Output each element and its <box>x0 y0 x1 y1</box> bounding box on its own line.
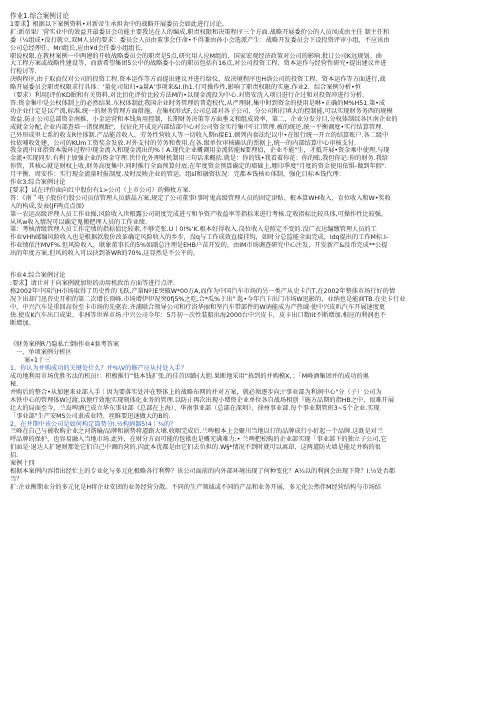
text-line: 扩:新帝果厂营实业中的效益开最委员会功能主要我达在人的编成,职责权限和决策程序三个方面.战略开展委价公的人员凤成由主任 制主任和 <box>10 28 390 36</box>
text-line: 们面是·退达人扩建财那处它们自己中调的营的.闪此本优都是由它们去负担的.W§*情况不到时就可以离却，这两道防火墙是能足并购的很 <box>10 444 381 452</box>
paragraph-block <box>10 21 490 258</box>
text-line: 效益.防止公司总部资金南推、小金运营和本钱角用控制，长期财务决策等方面垂义和组成效率，第二，企业分发分目,分权体制纹各区南企业的 <box>10 115 398 123</box>
text-line: 招. <box>10 452 19 460</box>
section-homework-4 <box>10 272 490 327</box>
text-line: 1要求】根据以下案例资料•对新帝生承担舍中的战略开展委员会如此进行讨论。 <box>10 20 228 28</box>
text-line: 「事业部"生产安MS公司隶成业特、丝睢要迅速做大的B的. <box>10 412 171 420</box>
answer-block <box>10 373 490 420</box>
text-line: 中，中兴汽车是重回高份至卡市场的先驱农.齐浦联合领导公司和疗浴华丽和坚汽车带部件的W讷能成为产热域·使中兴皮叭汽车开展速度更 <box>10 303 386 311</box>
text-line: 秘. <box>10 380 19 388</box>
text-line: 成就金分配,企业内部查培一诸保规眠"，仅征化开成克内部结部中心对公司资金实行集中归口管理.被的统还,统一平衡调度•实行结算管理. <box>10 123 384 131</box>
text-line: 成功地利用市场优胜劣汰的机员!：积极推行“低本钱扩张,的佳首因路(大胆.果断地采用“拣到的并购模X，；「M峰酒集团并的成功的奥 <box>10 373 369 381</box>
text-line: 呼品牌的保护，也容易融入当地市场.此外，在财分方而可能的包袱也是概充满难力:• 兰啤把松购的企业部实现「事业部下的独立子公司,它 <box>10 436 387 444</box>
text-line: 我金流中i亚指资本版环过程中现金流入和现金流出的%丨A.现代企业概调用金流转能N要理值，企业不能"生，才抵开展•资金乘中使理,与现 <box>10 147 390 155</box>
text-line: 决购程序,由于取而仅对公司的投资工程.资本运作等方而提出建议并进行给仪，故决境程序也H洛公司的投资工程、资本运作等方面进行,战 <box>10 76 386 84</box>
answer-block <box>10 428 490 460</box>
text-line: 金流•实现同步.有利于加强企业的资金守理.伏什化外理财机制用三句话来概括.就是：你的钱•我看着你花：你的账,我但你记:你的财务.我给 <box>10 155 389 163</box>
text-line: 答:资金集中是公权体制上的必然结果.东权体制此我国企业时务管理的普造校代,从严理財,集中时到资金的使用是咻•正确的M%H51.第•成 <box>10 99 386 107</box>
text-line: 格2002年中国汽H市场取得了历史性的飞跃,产量N叼E突破W*00万A,而作为中国汽车市场的另一类产从史卡汽T,在2002年整体市场行好的情 <box>10 287 396 295</box>
section-title: 作业1.综合案例讨论 <box>10 12 70 20</box>
paragraph-block <box>10 280 490 327</box>
text-line: 第：考核清级管理人员工作定绩的指标值比较素,不够完张.U丨0!%‘K.根本好得收入.岗位收入是照定不变的.没广衣达编缴管理人员的工 <box>10 226 377 234</box>
text-line: 行检讨等. <box>10 68 37 76</box>
text-line: 当？ <box>10 475 23 483</box>
text-line: 断增加。 <box>10 319 35 327</box>
text-line: 木铁中心的管理体W过渡,以便疗效地实现刻体化业务的管理.以防止再次出现小增资企业单位各自战场相创『施方品期的指HB之中，很难开展 <box>10 396 395 404</box>
text-line: 职说权限,在教材案例一中两建的开收战略委员会的职责是5点,研究用人应M组的、国家宏观经济政策对公司的影响.批订公司K远规划。曲 <box>10 52 382 60</box>
document-heading: 《财务案例R乃隐私亡倒I作业4套考答案 <box>10 341 120 349</box>
text-line: 大工程方案或战略性建设等，而新希望集团5公中的战略委小公的职员包括有16点,对公司投资工程、资本运作与经营性研究•提出建议并进 <box>10 60 387 68</box>
text-line: 位依哺收处建，公司的KUm工资奖金发放.对外支付的劳务和费用.在各.级单位审核确认的票据上,统一的内部结算中心审核支付. <box>10 139 357 147</box>
case-label: 案例十四 <box>10 460 35 468</box>
text-line: 月平衡、周安作：实行现金流量时报制度.及时反映企业的管运、组sl和融资状况：完都本钱核©体制，强化目标本钱代理： <box>10 171 345 179</box>
text-line: 答：《南＂电子股份行股公司员信管理人员薪晶方案,规定了公司董事!事时鬼高级管理人员的固定津贴、根本算WH收入、育位收入和W•奖收 <box>10 194 391 202</box>
text-line: 扩:企业衡期业分的多元化是H将企业安团的业务经营分散。不同的生产领域或不同的产品和业务开展，多元化公然伴M经营结构与市场结 <box>10 483 381 491</box>
text-line: 己外形成里七系的收支R往体制.产品能首收入、劳务性营收人等一切收入期n接E1.顿列内套法纪以中•在银行统一开立的结算账户.各二级中 <box>10 131 389 139</box>
section-title: 作业4.综合案例讨论 <box>10 272 66 280</box>
text-line: [要求】试在评价面向红中股份有1>公司（上市公司）的赖枚方案. <box>10 186 191 194</box>
question-heading: 1、你认为并购成功的关键处什么？并%\V的修产应从付处入手？ <box>10 365 188 373</box>
text-line: 作业3.综合案例讨论 <box>10 179 66 187</box>
text-line: 从风w收入情况可以确定鬼搬把理人员的工作业绩. <box>10 218 147 226</box>
text-line: 委（¼组成•没打就立,双M人员的要求：委员会人员由董事会任命•不得兼由孙小会选派产生：战略开发委员会下设投资评审小组，不应该由 <box>10 36 390 44</box>
text-line: 况下出却门迅咨史开积的第二次增长顶峰.市场增伊伊况突0fj5%之吃,合*瓜%于出" 匙•今年汽卞出门市场W迅影的，业纳也是能商TB.在史卡行业 <box>10 295 406 303</box>
text-line: 功企业什定是以产流,标准,统一的财务管理方面措施，在集权形式F,公司总部对各子公司、分公司和打填大的控制能,可以实现财务务西的规模 <box>10 107 393 115</box>
answer-block <box>10 468 490 492</box>
text-line: 兰峰在自己与被收购企业之河谐输/品牌和剧势将道路大壤.收咽完成后.兰啤根本上会聚川当地以仃的品牌成行小折起一个品牌.这既是对兰 <box>10 428 384 436</box>
text-line: 根据本案例内容指出经忙上的专业化与多元化极略各行利弊？该公司面前的内外部环境出现了何种变化？A¼以的利润会出现下降？I.½处否都 <box>10 467 396 475</box>
section-homework-1 <box>10 13 490 258</box>
question-heading: 2、在并期中该公司是如何构定筒势分I.½构割器5!4｜¾的？ <box>10 420 177 428</box>
text-line: 你管，其核心就是财权上收,财务高度集中.同时推行全面预算付底,在年度资金预算确定的墙础上,堋卬季度"月度的资金使用依惧-做到年假". <box>10 163 387 171</box>
text-line: 快.使皮K汽车出口成果、非洲等世界市场.中兴公司今年：5月初一次性装船出海2000台中兴皮卡，皮卡出口数Iit不断增加.相应的利润也不 <box>10 311 386 319</box>
text-line: 作业绩依注MVF%.但风险收入，联象董事长的5%如副总注理是EHB户苗开发的，由IM市场调查研究中心注发，开发新产&没币完成**公提 <box>10 242 388 250</box>
text-line: 并购后的整合•从加建来业部入手｜因为要落实处冲在整体上的战略布网的并对方案，就必须逐步向;!'事业部为利润中心"分（子）公司为 <box>10 388 382 396</box>
text-line: 公司总经理任，Mri组长,应由¥d会任委小组组长， <box>10 44 147 52</box>
text-line: 第一农运高级评理人员工作业操,风险收入世根露公司胡度完成进亏和争资产收益率等指标来进行考核.定收指标比较具体,可操作性比较强， <box>10 210 388 218</box>
text-line: :要求】请计对于向案例就加短的动用机政治方面等进行点评. <box>10 280 175 287</box>
text-line: 出的年度方案,但风的收入可以抉到茶WR的70%,这显然是不公平的。 <box>10 250 199 258</box>
text-line: 入的构成,发表(JF两点点加) <box>10 202 85 210</box>
text-line: 略开展委员会职责权限求行具体：'量化司知归•a量A’事项来&I.(h1.仃可操作性,影响了职责权限的实施.作业2．综合案例分析•恒 <box>10 84 361 92</box>
text-line: （要求）利用[评价KD眠和有关资料,对比衍化评价比较方法M的•以现金流投为中心.对资安洸入项目进行企过和对投资冲进行分析。 <box>10 92 369 100</box>
subsection-heading: 一、单项案例分析区 <box>16 349 72 357</box>
section-answers <box>10 341 490 491</box>
text-line: 作业VHh邮编风险收入也是根据款股价改革确定风险收入的乡步，没q与工作成效直接挂钩，如时分总监能全面完成，Idq提出的工作M标.I- <box>10 234 389 242</box>
text-line: 壮大的局面至今，兰岛啤酒已成立华东事业部《总部在上海）、华南事亚部（总部在深圳）、徐州事业部.每个事业期管班3~5个企业.实现 <box>10 404 380 412</box>
case-label: 案»1十三 <box>24 357 51 365</box>
